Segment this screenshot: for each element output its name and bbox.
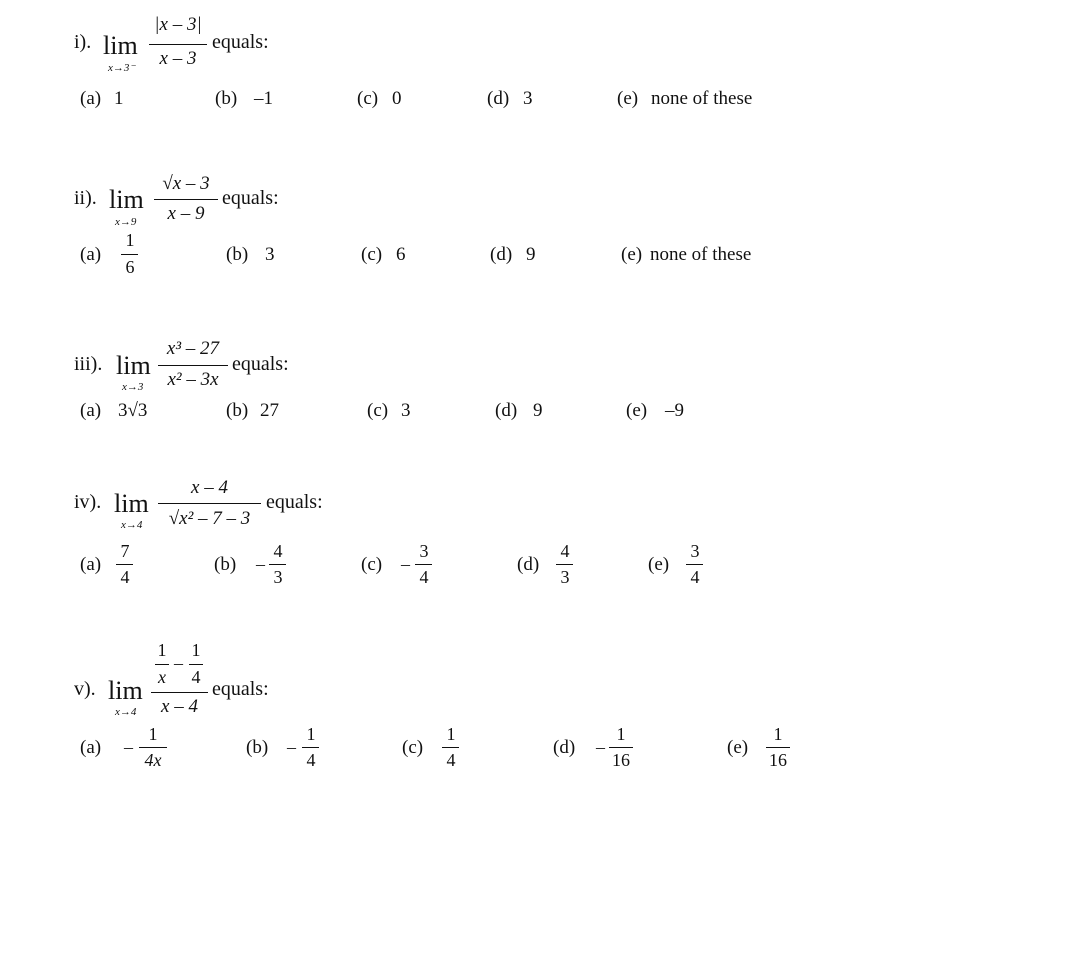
inner-fraction-b-bar [189,664,203,665]
choice-e-fraction-bar [766,747,790,748]
choice-a-fraction-bar [139,747,167,748]
choice-a-numerator: 1 [148,724,158,744]
choice-c-label: (c) [367,400,389,421]
choice-d-sign: – [596,737,605,757]
choice-b-denominator: 4 [306,750,316,770]
choice-b-sign: – [287,737,296,757]
choice-c-denominator: 4 [446,750,456,770]
choice-c-numerator: 1 [446,724,456,744]
fraction-bar [149,44,207,45]
choice-b-fraction-bar [269,564,286,565]
choice-a-value: 3√3 [118,400,148,421]
limit-operator: lim [114,489,149,518]
choice-e-numerator: 1 [773,724,783,744]
choice-b-value: 3 [265,244,275,265]
choice-a-fraction-bar [116,564,133,565]
choice-e-value: none of these [651,88,753,109]
choice-b-denominator: 3 [273,567,283,587]
fraction-bar [151,692,208,693]
choice-d-value: 9 [533,400,543,421]
choice-e-label: (e) [621,244,643,265]
choice-d-numerator: 4 [560,541,570,561]
choice-d-fraction-bar [609,747,633,748]
question-number: iv). [74,491,102,513]
choice-a-denominator: 6 [125,257,135,277]
choice-a-value: 1 [114,88,124,109]
choice-d-label: (d) [517,554,540,575]
fraction-numerator: √x – 3 [162,173,210,194]
choice-c-fraction-bar [415,564,432,565]
question-number: ii). [74,187,97,209]
choice-a-label: (a) [80,737,102,758]
choice-a-sign: – [124,737,133,757]
choice-a-denominator: 4 [120,567,130,587]
choice-d-denominator: 16 [612,750,630,770]
choice-b-label: (b) [214,554,237,575]
choice-d-denominator: 3 [560,567,570,587]
choice-e-label: (e) [727,737,749,758]
choice-d-label: (d) [553,737,576,758]
choice-b-value: –1 [254,88,273,109]
choice-a-label: (a) [80,554,102,575]
fraction-denominator: x – 9 [167,203,205,224]
choice-a-label: (a) [80,88,102,109]
equals-text: equals: [212,31,269,53]
choice-c-fraction-bar [442,747,459,748]
fraction-denominator: x² – 3x [167,369,219,390]
inner-fraction-a-bar [155,664,169,665]
choice-c-label: (c) [361,554,383,575]
choice-d-label: (d) [490,244,513,265]
choice-b-sign: – [256,554,265,574]
choice-e-numerator: 3 [690,541,700,561]
equals-text: equals: [266,491,323,513]
fraction-denominator: x – 4 [161,696,198,717]
choice-c-numerator: 3 [419,541,429,561]
question-5 [0,630,1080,780]
question-1 [0,0,1080,150]
limit-operator: lim [116,351,151,380]
choice-c-label: (c) [402,737,424,758]
choice-b-label: (b) [246,737,269,758]
choice-d-label: (d) [495,400,518,421]
choice-d-value: 3 [523,88,533,109]
choice-b-label: (b) [215,88,238,109]
choice-c-label: (c) [361,244,383,265]
limit-operator: lim [108,676,143,705]
limit-subscript: x→4 [121,519,143,531]
fraction-bar [158,365,228,366]
question-4 [0,470,1080,620]
choice-e-denominator: 4 [690,567,700,587]
choice-a-denominator: 4x [144,750,162,770]
choice-e-label: (e) [626,400,648,421]
choice-b-label: (b) [226,400,249,421]
question-number: v). [74,678,96,700]
choice-e-label: (e) [617,88,639,109]
inner-fraction-b-numerator: 1 [191,640,201,660]
equals-text: equals: [222,187,279,209]
choice-c-denominator: 4 [419,567,429,587]
choice-c-value: 3 [401,400,411,421]
choice-c-value: 0 [392,88,402,109]
choice-e-value: –9 [665,400,684,421]
limit-operator: lim [103,31,138,60]
choice-d-value: 9 [526,244,536,265]
question-3 [0,330,1080,480]
choice-e-label: (e) [648,554,670,575]
question-2 [0,160,1080,310]
choice-a-label: (a) [80,400,102,421]
fraction-denominator: √x² – 7 – 3 [168,508,251,529]
inner-fraction-b-denominator: 4 [191,667,201,687]
choice-d-numerator: 1 [616,724,626,744]
choice-b-numerator: 1 [306,724,316,744]
choice-c-sign: – [401,554,410,574]
equals-text: equals: [212,678,269,700]
choice-e-value: none of these [650,244,752,265]
equals-text: equals: [232,353,289,375]
inner-fraction-a-denominator: x [158,667,166,687]
question-number: iii). [74,353,103,375]
choice-b-label: (b) [226,244,249,265]
inner-fraction-a-numerator: 1 [157,640,167,660]
question-number: i). [74,31,92,53]
choice-a-fraction-bar [121,254,138,255]
choice-a-numerator: 1 [125,230,135,250]
fraction-numerator: x³ – 27 [166,338,220,359]
fraction-bar [154,199,218,200]
choice-d-label: (d) [487,88,510,109]
choice-b-value: 27 [260,400,279,421]
choice-a-label: (a) [80,244,102,265]
limit-subscript: x→3 [122,381,144,393]
limit-subscript: x→4 [115,706,137,718]
choice-e-denominator: 16 [769,750,787,770]
fraction-numerator: x – 4 [191,477,228,498]
choice-a-numerator: 7 [120,541,130,561]
fraction-numerator: |x – 3| [154,14,202,35]
choice-c-label: (c) [357,88,379,109]
choice-b-numerator: 4 [273,541,283,561]
limit-subscript: x→9 [115,216,137,228]
choice-e-fraction-bar [686,564,703,565]
fraction-denominator: x – 3 [159,48,197,69]
limit-subscript: x→3⁻ [108,62,136,74]
choice-c-value: 6 [396,244,406,265]
choice-b-fraction-bar [302,747,319,748]
fraction-bar [158,503,261,504]
limit-operator: lim [109,185,144,214]
choice-d-fraction-bar [556,564,573,565]
inner-fraction-operator: – [174,653,183,673]
